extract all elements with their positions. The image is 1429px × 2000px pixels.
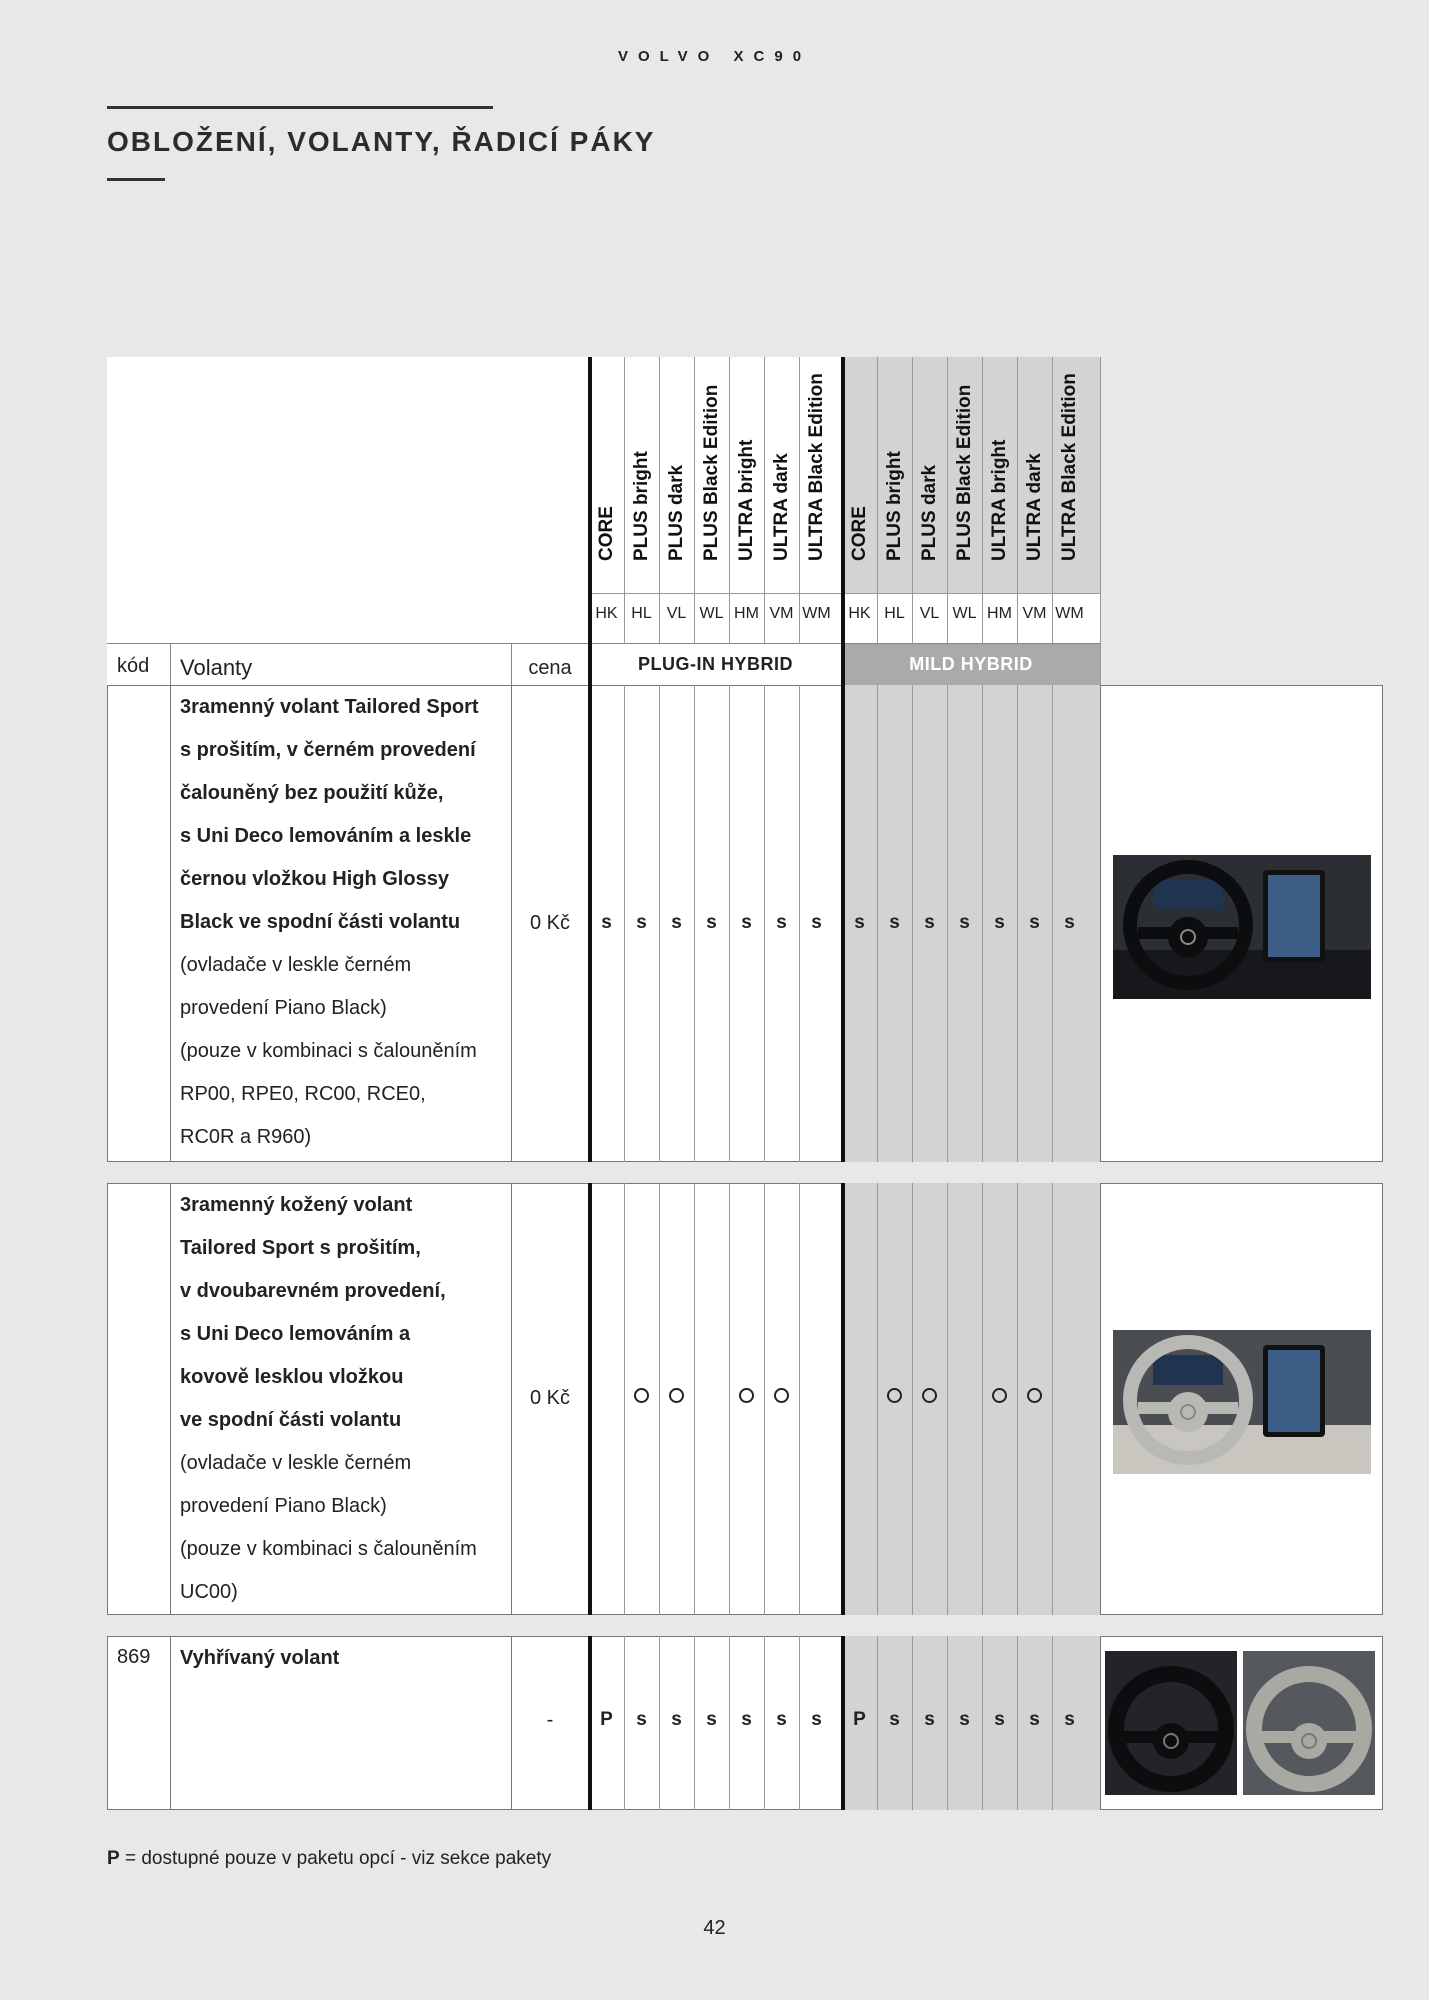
steering-wheel-illustration <box>1113 855 1371 999</box>
variant-label: ULTRA Black Edition <box>1058 373 1080 561</box>
description-bold-line: s Uni Deco lemováním a <box>180 1323 411 1345</box>
header-column-line <box>659 357 660 643</box>
variant-header <box>1052 357 1087 593</box>
availability-cell: s <box>854 911 865 933</box>
row-kod: 869 <box>117 1646 151 1668</box>
availability-cell: s <box>636 1709 647 1730</box>
availability-cell: s <box>924 911 935 933</box>
variant-code: VM <box>769 605 794 622</box>
optional-circle-icon <box>922 1388 937 1403</box>
availability-cell <box>1017 1387 1052 1409</box>
description-bold-line: černou vložkou High Glossy <box>180 868 449 890</box>
header-column-line <box>694 357 695 643</box>
footnote-text: = dostupné pouze v paketu opcí - viz sekce pakety <box>119 1848 552 1869</box>
variant-code: WL <box>699 605 724 622</box>
row-price: 0 Kč <box>529 1387 571 1409</box>
kod-divider-header <box>170 643 171 685</box>
variant-label: PLUS Black Edition <box>953 384 975 561</box>
page-title: OBLOŽENÍ, VOLANTY, ŘADICÍ PÁKY <box>107 126 656 157</box>
description-bold-line: kovově lesklou vložkou <box>180 1366 404 1388</box>
optional-circle-icon <box>774 1388 789 1403</box>
availability-cell: s <box>601 911 612 933</box>
header-column-line <box>729 357 730 643</box>
availability-cell: s <box>811 1709 822 1730</box>
availability-cell: s <box>889 1709 900 1730</box>
title-rule-bottom <box>107 178 165 181</box>
variant-label: ULTRA bright <box>988 439 1010 561</box>
optional-circle-icon <box>634 1388 649 1403</box>
availability-cell <box>624 1387 659 1409</box>
availability-cell: s <box>959 1709 970 1730</box>
kod-divider <box>170 685 171 1162</box>
kod-column-header: kód <box>117 655 150 677</box>
variant-label: CORE <box>848 506 870 561</box>
availability-cell: s <box>1064 1709 1075 1730</box>
variant-header <box>589 357 624 593</box>
availability-cell: s <box>1029 1709 1040 1730</box>
plugin-thick-divider <box>588 1183 592 1615</box>
description-bold-line: s Uni Deco lemováním a leskle <box>180 825 472 847</box>
optional-circle-icon <box>992 1388 1007 1403</box>
description-note-line: (pouze v kombinaci s čalouněním <box>180 1538 477 1560</box>
availability-cell: s <box>994 1709 1005 1730</box>
description-bold-line: Black ve spodní části volantu <box>180 911 461 933</box>
brand-name: VOLVO XC90 <box>617 48 812 65</box>
availability-cell <box>764 1387 799 1409</box>
availability-cell <box>912 1387 947 1409</box>
header-right-line <box>1100 357 1101 685</box>
heated-wheel-black-image <box>1105 1651 1237 1795</box>
availability-cell: s <box>811 911 822 933</box>
availability-cell <box>659 1387 694 1409</box>
availability-cell: P <box>600 1709 613 1730</box>
row-description <box>180 686 510 1159</box>
availability-cell <box>729 1387 764 1409</box>
availability-cell: s <box>636 911 647 933</box>
description-note-line: (ovladače v leskle černém <box>180 954 412 976</box>
footnote-key: P <box>107 1848 120 1869</box>
heated-wheel-light-image <box>1243 1651 1375 1795</box>
variant-label: CORE <box>595 506 617 561</box>
variant-label: PLUS bright <box>630 451 652 561</box>
variant-header <box>947 357 982 593</box>
variant-code: HL <box>884 605 905 622</box>
header-column-line <box>947 357 948 643</box>
header-column-line <box>624 357 625 643</box>
steering-wheel-illustration <box>1105 1651 1237 1795</box>
availability-cell: P <box>853 1709 866 1730</box>
variant-header <box>624 357 659 593</box>
header-column-line <box>764 357 765 643</box>
description-bold-line: s prošitím, v černém provedení <box>180 739 476 761</box>
optional-circle-icon <box>887 1388 902 1403</box>
description-note-line: provedení Piano Black) <box>180 1495 387 1517</box>
variant-code: HM <box>734 605 759 622</box>
description-note-line: RC0R a R960) <box>180 1126 312 1148</box>
variant-label: ULTRA dark <box>770 453 792 561</box>
header-column-line <box>877 357 878 643</box>
group-top-line <box>107 643 1100 644</box>
steering-wheel-black-image <box>1113 855 1371 999</box>
description-bold-line: ve spodní části volantu <box>180 1409 402 1431</box>
variant-header <box>659 357 694 593</box>
description-note-line: (pouze v kombinaci s čalouněním <box>180 1040 477 1062</box>
variant-code: HK <box>595 605 618 622</box>
mild-thick-divider <box>841 357 845 1162</box>
availability-cell <box>877 1387 912 1409</box>
page-number: 42 <box>703 1917 726 1939</box>
header-column-line <box>799 357 800 643</box>
header-column-line <box>982 357 983 643</box>
optional-circle-icon <box>739 1388 754 1403</box>
availability-cell: s <box>671 1709 682 1730</box>
variant-header <box>764 357 799 593</box>
variant-header <box>877 357 912 593</box>
availability-cell <box>982 1387 1017 1409</box>
steering-wheel-illustration <box>1113 1330 1371 1474</box>
availability-cell: s <box>959 911 970 933</box>
variant-label: ULTRA bright <box>735 439 757 561</box>
plugin-thick-divider <box>588 357 592 1162</box>
desc-divider-header <box>511 643 512 685</box>
variant-label: PLUS dark <box>665 464 687 561</box>
grid-right-line <box>1100 1183 1101 1615</box>
variant-header <box>729 357 764 593</box>
availability-cell: s <box>1064 911 1075 933</box>
volanty-column-header: Volanty <box>180 655 253 680</box>
variant-code: VL <box>666 605 687 622</box>
row-price: - <box>546 1709 554 1731</box>
variant-label: PLUS Black Edition <box>700 384 722 561</box>
grid-right-line <box>1100 1636 1101 1810</box>
availability-cell: s <box>776 911 787 933</box>
mild-thick-divider <box>841 1183 845 1615</box>
header-column-line <box>1052 357 1053 643</box>
description-bold-line: čalouněný bez použití kůže, <box>180 782 444 804</box>
optional-circle-icon <box>669 1388 684 1403</box>
availability-cell: s <box>671 911 682 933</box>
mild-thick-divider <box>841 1636 845 1810</box>
variant-header <box>799 357 834 593</box>
variant-label: PLUS bright <box>883 451 905 561</box>
availability-cell: s <box>706 911 717 933</box>
footnote <box>107 1848 551 1870</box>
column-line <box>1052 1183 1053 1615</box>
steering-wheel-illustration <box>1243 1651 1375 1795</box>
optional-circle-icon <box>1027 1388 1042 1403</box>
description-note-line: provedení Piano Black) <box>180 997 387 1019</box>
kod-divider <box>170 1183 171 1615</box>
availability-cell: s <box>994 911 1005 933</box>
variant-code: WM <box>802 605 831 622</box>
header-column-line <box>912 357 913 643</box>
variant-header <box>1017 357 1052 593</box>
variant-header <box>912 357 947 593</box>
description-bold-line: Vyhřívaný volant <box>180 1647 340 1669</box>
steering-wheel-two-tone-image <box>1113 1330 1371 1474</box>
variant-code: HL <box>631 605 652 622</box>
variant-code: HK <box>848 605 871 622</box>
variant-code: WL <box>952 605 977 622</box>
availability-cell: s <box>741 911 752 933</box>
variant-code: HM <box>987 605 1012 622</box>
description-bold-line: 3ramenný volant Tailored Sport <box>180 696 479 718</box>
variant-code: WM <box>1055 605 1084 622</box>
description-note-line: RP00, RPE0, RC00, RCE0, <box>180 1083 426 1105</box>
column-line <box>947 1183 948 1615</box>
availability-cell: s <box>706 1709 717 1730</box>
variant-header <box>982 357 1017 593</box>
availability-cell: s <box>741 1709 752 1730</box>
description-bold-line: v dvoubarevném provedení, <box>180 1280 446 1302</box>
kod-divider <box>170 1636 171 1810</box>
grid-right-line <box>1100 685 1101 1162</box>
variant-header <box>694 357 729 593</box>
variant-label: ULTRA dark <box>1023 453 1045 561</box>
availability-cell: s <box>1029 911 1040 933</box>
description-bold-line: 3ramenný kožený volant <box>180 1194 413 1216</box>
variant-label: ULTRA Black Edition <box>805 373 827 561</box>
plugin-thick-divider <box>588 1636 592 1810</box>
availability-cell: s <box>924 1709 935 1730</box>
variant-code: VL <box>919 605 940 622</box>
description-note-line: UC00) <box>180 1581 238 1603</box>
plugin-hybrid-label: PLUG-IN HYBRID <box>638 654 793 674</box>
title-rule-top <box>107 106 493 109</box>
variant-header <box>842 357 877 593</box>
description-bold-line: Tailored Sport s prošitím, <box>180 1237 421 1259</box>
row-price: 0 Kč <box>529 911 571 934</box>
description-note-line: (ovladače v leskle černém <box>180 1452 412 1474</box>
row-description <box>180 1184 510 1614</box>
variant-label: PLUS dark <box>918 464 940 561</box>
column-line <box>799 1183 800 1615</box>
column-line <box>694 1183 695 1615</box>
row-description <box>180 1637 510 1680</box>
mild-hybrid-label: MILD HYBRID <box>909 654 1033 674</box>
header-column-line <box>1017 357 1018 643</box>
availability-cell: s <box>776 1709 787 1730</box>
variant-code: VM <box>1022 605 1047 622</box>
availability-cell: s <box>889 911 900 933</box>
cena-column-header: cena <box>528 657 572 679</box>
